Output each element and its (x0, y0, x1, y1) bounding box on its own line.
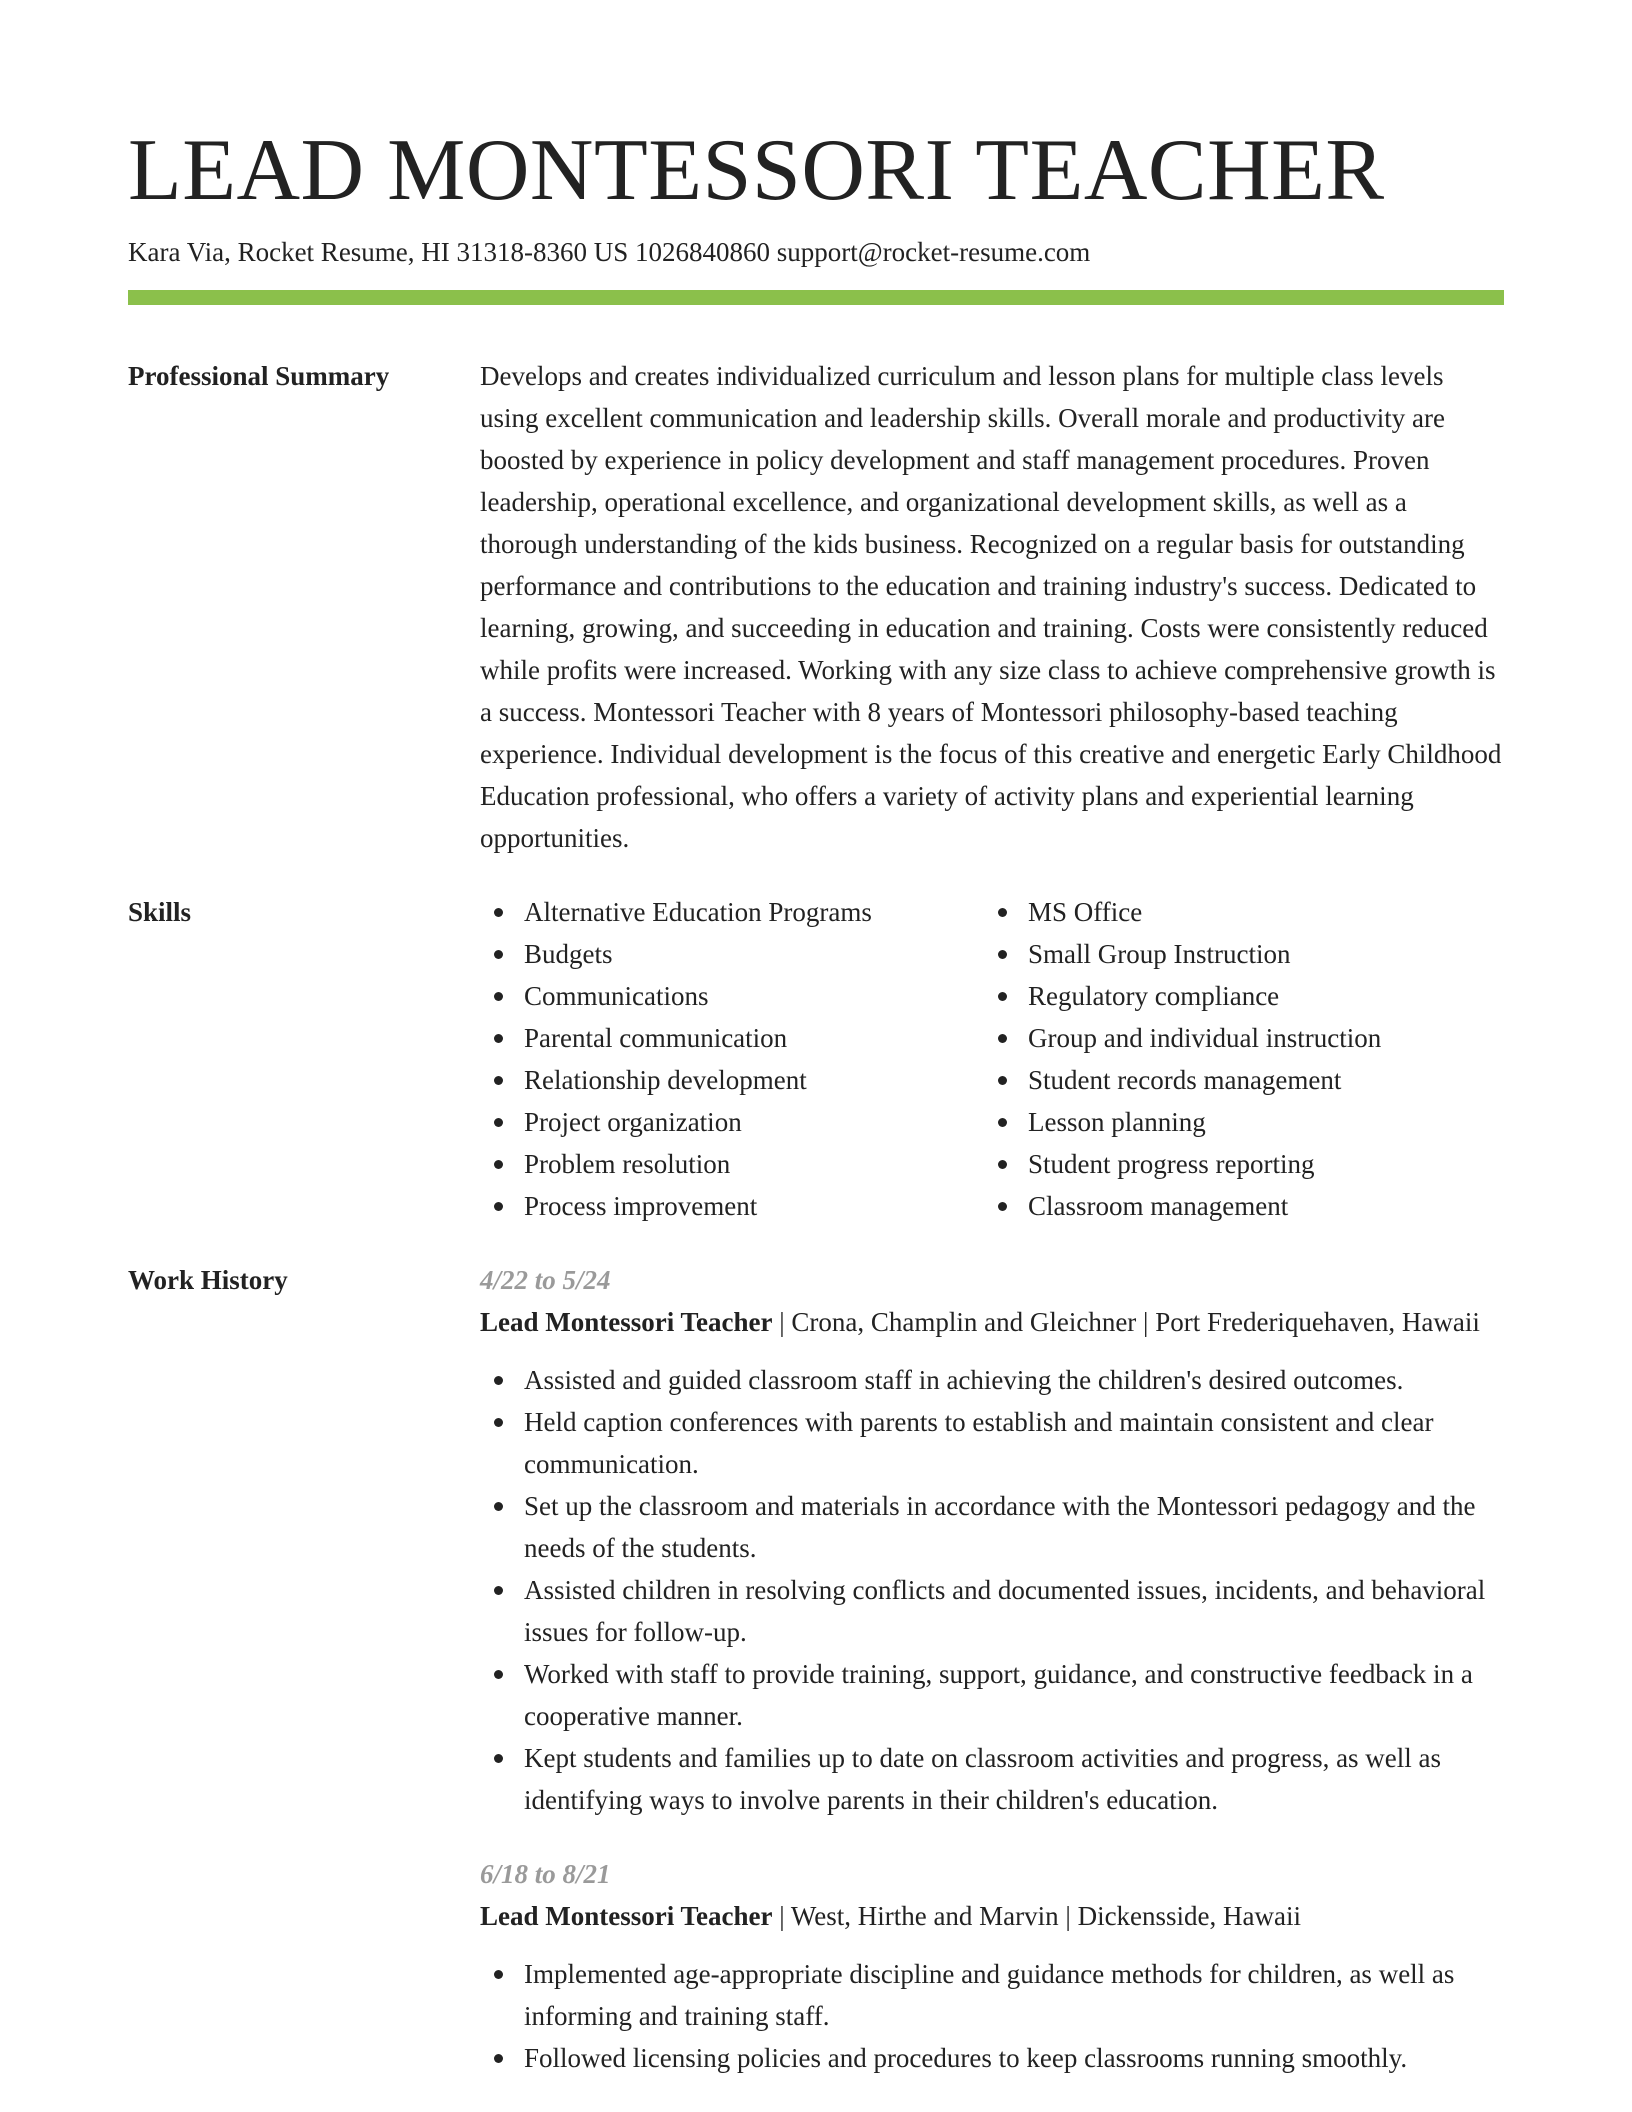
job-heading (480, 1895, 1504, 1937)
job-employer-location: | Crona, Champlin and Gleichner | Port Frederiquehaven, Hawaii (772, 1307, 1480, 1337)
job-employer-location: | West, Hirthe and Marvin | Dickensside, Hawaii (772, 1901, 1302, 1931)
skill-item: Lesson planning (984, 1101, 1488, 1143)
resume-page (128, 118, 1504, 2079)
skills-body (480, 891, 1504, 1227)
job-bullets (480, 1359, 1504, 1821)
section-professional-summary (128, 355, 1504, 859)
job-bullet: Set up the classroom and materials in accordance with the Montessori pedagogy and the needs of the students. (480, 1485, 1504, 1569)
skills-columns (480, 891, 1504, 1227)
skill-item: Relationship development (480, 1059, 984, 1101)
skill-item: Small Group Instruction (984, 933, 1488, 975)
job-title: Lead Montessori Teacher (480, 1307, 773, 1337)
job-bullet: Implemented age-appropriate discipline and guidance methods for children, as well as informing and training staff. (480, 1953, 1504, 2037)
skill-item: Student progress reporting (984, 1143, 1488, 1185)
work-history-body (480, 1259, 1504, 2079)
job-title: Lead Montessori Teacher (480, 1901, 773, 1931)
section-label-summary: Professional Summary (128, 361, 390, 391)
job-heading (480, 1301, 1504, 1343)
skills-column-right (984, 891, 1488, 1227)
skill-item: Student records management (984, 1059, 1488, 1101)
contact-line: Kara Via, Rocket Resume, HI 31318-8360 US 1026840860 support@rocket-resume.com (128, 237, 1091, 267)
job-bullet: Kept students and families up to date on classroom activities and progress, as well as identifying ways to involve parents in their children's education. (480, 1737, 1504, 1821)
resume-title: LEAD MONTESSORI TEACHER (128, 122, 1385, 219)
skill-item: Budgets (480, 933, 984, 975)
job-bullet: Assisted children in resolving conflicts and documented issues, incidents, and behavioral issues for follow-up. (480, 1569, 1504, 1653)
job-dates: 6/18 to 8/21 (480, 1859, 611, 1889)
skill-item: Alternative Education Programs (480, 891, 984, 933)
section-skills (128, 891, 1504, 1227)
section-label-skills: Skills (128, 897, 192, 927)
skill-item: MS Office (984, 891, 1488, 933)
skill-item: Classroom management (984, 1185, 1488, 1227)
skill-item: Process improvement (480, 1185, 984, 1227)
job-bullet: Worked with staff to provide training, support, guidance, and constructive feedback in a cooperative manner. (480, 1653, 1504, 1737)
job-dates: 4/22 to 5/24 (480, 1265, 611, 1295)
skill-item: Project organization (480, 1101, 984, 1143)
job-bullet: Followed licensing policies and procedures to keep classrooms running smoothly. (480, 2037, 1504, 2079)
accent-divider (128, 290, 1504, 305)
section-label-work-history: Work History (128, 1265, 288, 1295)
skill-item: Parental communication (480, 1017, 984, 1059)
job-bullets (480, 1953, 1504, 2079)
summary-text: Develops and creates individualized curriculum and lesson plans for multiple class levels using excellent communication and leadership skills. Overall morale and productivity are boosted by experience in policy development and staff management procedures. Proven leadership, operational excellence, and organizational development skills, as well as a thorough understanding of the kids business. Recognized on a regular basis for outstanding performance and contributions to the education and training industry's success. Dedicated to learning, growing, and succeeding in education and training. Costs were consistently reduced while profits were increased. Working with any size class to achieve comprehensive growth is a success. Montessori Teacher with 8 years of Montessori philosophy-based teaching experience. Individual development is the focus of this creative and energetic Early Childhood Education professional, who offers a variety of activity plans and experiential learning opportunities. (480, 361, 1502, 853)
skills-column-left (480, 891, 984, 1227)
job-entry (480, 1853, 1504, 2079)
skill-item: Communications (480, 975, 984, 1017)
job-bullet: Assisted and guided classroom staff in achieving the children's desired outcomes. (480, 1359, 1504, 1401)
job-entry (480, 1259, 1504, 1821)
skill-item: Regulatory compliance (984, 975, 1488, 1017)
skill-item: Group and individual instruction (984, 1017, 1488, 1059)
skill-item: Problem resolution (480, 1143, 984, 1185)
section-work-history (128, 1259, 1504, 2079)
job-bullet: Held caption conferences with parents to establish and maintain consistent and clear communication. (480, 1401, 1504, 1485)
